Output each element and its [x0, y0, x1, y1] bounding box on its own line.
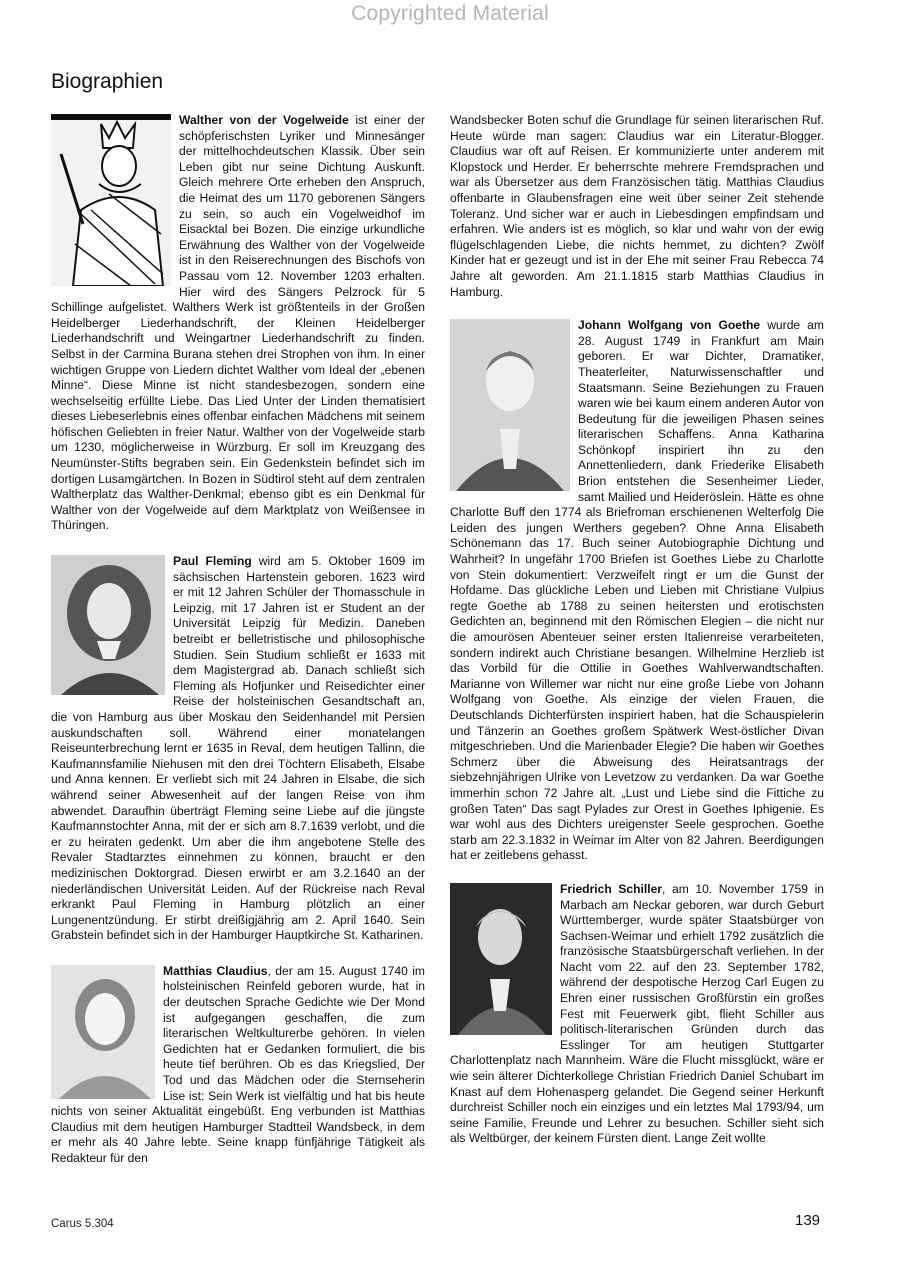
fleming-name: Paul Fleming	[173, 554, 252, 569]
schiller-text: , am 10. November 1759 in Marbach am Neckar geboren, war durch Geburt Württemberger, wurde später Staatsbürger von Sachsen-Weimar und erhielt 1792 zusätzlich die französische Staatsbürgerschaft verliehen. In der Nacht vom 22. auf den 23. September 1782, während der despotische Herzog Carl Eugen zu Ehren einer russischen Großfürstin ein großes Fest mit Feuerwerk gibt, flieht Schiller aus politisch-literarischen Gründen durch das Esslinger Tor am heutigen Stuttgarter Charlottenplatz nach Mannheim. Wäre die Flucht missglückt, wäre er wie sein älterer Dichterkollege Christian Friedrich Daniel Schubart im Knast auf dem Hohenasperg gelandet. Die Gegend seiner Herkunft durchreist Schiller noch ein einziges und ein letztes Mal 1793/94, um seine Familie, Freunde und Lehrer zu besuchen. Schiller sieht sich als Weltbürger, der keinem Fürsten dient. Lange Zeit wollte	[450, 881, 824, 1146]
vogelweide-text: ist einer der schöpferischsten Lyriker und Minnesänger der mittelhochdeutschen Klassik. Über sein Leben gibt nur seine Dichtung Auskunft. Gleich mehrere Orte erheben den Anspruch, die Heimat des um 1170 geborenen Sängers zu sein, so auch ein Vogelweidhof im Eisacktal bei Bozen. Die einzige urkundliche Erwähnung des Walther von der Vogelweide ist in den Reiserechnungen des Bischofs von Passau vom 12. November 1203 erhalten. Hier wird des Sängers Pelzrock für 5 Schillinge aufgelistet. Walthers Werk ist größtenteils in der Großen Heidelberger Liederhandschrift, der Kleinen Heidelberger Liederhandschrift und Weingartner Liederhandschrift zu finden. Selbst in der Carmina Burana stehen drei Strophen von ihm. In einer wichtigen Gruppe von Liedern dichtet Walther vom Ideal der „ebenen Minne“. Diese Minne ist nicht standesbezogen, sondern eine wechselseitig erfüllte Liebe. Das Lied Unter der Linden thematisiert dieses Liebeserlebnis eines offenbar einfachen Mädchens mit seinem höfischen Geliebten in freier Natur. Walther von der Vogelweide starb um 1230, möglicherweise in Würzburg. Er soll im Kreuzgang des Neumünster-Stifts begraben sein. Ein Gedenkstein befindet sich im dortigen Lusamgärtchen. In Bozen in Südtirol steht auf dem zentralen Waltherplatz das Walther-Denkmal; ebenso gibt es ein Denkmal für Walther von der Vogelweide auf dem Marktplatz von Weißensee in Thüringen.	[51, 113, 425, 533]
schiller-portrait	[450, 883, 552, 1035]
page-heading: Biographien	[51, 70, 164, 93]
right-column	[450, 113, 824, 1147]
vogelweide-name: Walther von der Vogelweide	[179, 113, 349, 127]
fleming-text: wird am 5. Oktober 1609 im sächsischen Hartenstein geboren. 1623 wird er mit 12 Jahren Schüler der Thomasschule in Leipzig, mit 17 Jahren ist er Student an der Universität Leipzig für Medizin. Daneben betreibt er belletristische und philosophische Studien. Sein Studium schließt er 1633 mit dem Magistergrad ab. Danach schließt sich Fleming als Hofjunker und Reisedichter einer Reise der holsteinischen Gesandtschaft an, die von Hamburg aus über Moskau den Seidenhandel mit Persien auskundschaften soll. Während einer monatelangen Reiseunterbrechung lernt er 1635 in Reval, dem heutigen Tallinn, die Kaufmannsfamilie Niehusen mit den drei Töchtern Elisabeth, Elsabe und Anna kennen. Er verliebt sich mit 24 Jahren in Elsabe, die sich während seiner Abwesenheit auf der langen Reise von ihm abwendet. Daraufhin überträgt Fleming seine Liebe auf die jüngste Kaufmannstochter Anna, mit der er sich am 8.7.1639 verlobt, und die er zu heiraten gedenkt. Um aber die ihm angebotene Stelle des Revaler Stadtarztes einnehmen zu können, braucht er den medizinischen Doktorgrad. Diesen erwirbt er am 3.2.1640 an der niederländischen Universität Leiden. Auf der Rückreise nach Reval erkrankt Paul Fleming in Hamburg plötzlich an einer Lungenentzündung. Er stirbt dreißigjährig am 2. April 1640. Sein Grabstein befindet sich in der Hamburger Hauptkirche St. Katharinen.	[51, 554, 425, 943]
claudius-portrait	[51, 965, 155, 1099]
page-number: 139	[795, 1212, 821, 1229]
entry-goethe	[450, 318, 824, 864]
claudius-continuation	[450, 113, 824, 300]
entry-claudius	[51, 964, 425, 1167]
left-column	[51, 113, 425, 1167]
goethe-portrait	[450, 319, 570, 491]
entry-fleming	[51, 554, 425, 944]
schiller-name: Friedrich Schiller	[560, 881, 663, 896]
claudius-name: Matthias Claudius	[163, 963, 268, 978]
entry-schiller	[450, 882, 824, 1147]
claudius-continuation-text: Wandsbecker Boten schuf die Grundlage für seinen literarischen Ruf. Heute würde man sagen: Claudius war ein Literatur-Blogger. Claudius war oft auf Reisen. Er kommunizierte unter anderem mit Klopstock und Herder. Er beherrschte mehrere Fremdsprachen und war als Übersetzer aus dem Französischen tätig. Matthias Claudius offenbarte in Glaubensfragen eine weit über seiner Zeit stehende Toleranz. Und sicher war er auch in Liebesdingen empfindsam und erfahren. Wie anders ist es möglich, so klar und wahr von der ewig flügelschlagenden Liebe, die nichts hemmet, zu dichten? Zwölf Kinder hat er gezeugt und ist in der Ehe mit seiner Frau Rebecca 74 Jahre alt geworden. Am 21.1.1815 starb Matthias Claudius in Hamburg.	[450, 113, 824, 299]
claudius-text: , der am 15. August 1740 im holsteinischen Reinfeld geboren wurde, hat in der deutschen Sprache Gedichte wie Der Mond ist aufgegangen geschaffen, die zum literarischen Weltkulturerbe gehören. In vielen Gedichten hat er Gedanken formuliert, die bis heute tief berühren. Ob es das Kriegslied, Der Tod und das Mädchen oder die Sternseherin Lise ist: Sein Werk ist vielfältig und hat bis heute nichts von seiner Aktualität eingebüßt. Eng verbunden ist Matthias Claudius mit dem heutigen Hamburger Stadtteil Wandsbeck, in dem er mehr als 40 Jahre lebte. Seine knapp fünfjährige Tätigkeit als Redakteur für den	[51, 963, 425, 1165]
goethe-text: wurde am 28. August 1749 in Frankfurt am Main geboren. Er war Dichter, Dramatiker, Theaterleiter, Naturwissenschaftler und Staatsmann. Seine Beziehungen zu Frauen waren wie bei kaum einem anderen Autor von Bedeutung für die jeweiligen Phasen seines literarischen Schaffens. Anna Katharina Schönkopf inspiriert ihn zu den Annettenliedern, dank Friederike Elisabeth Brion entstehen die Sesenheimer Lieder, samt Mailied und Heideröslein. Hätte es ohne Charlotte Buff den 1774 als Briefroman erschienenen Welterfolg Die Leiden des jungen Werthers gegeben? Ohne Anna Elisabeth Schönemann das 17. Buch seiner Autobiographie Dichtung und Wahrheit? In ungefähr 1700 Briefen ist Goethes Liebe zu Charlotte von Stein dokumentiert: Verzweifelt ringt er um die Gunst der Hofdame. Das glückliche Leben und Lieben mit Christiane Vulpius regte Goethe ab 1788 zu seinen heitersten und erotischsten Gedichten an, beginnend mit den Römischen Elegien – die nicht nur die amourösen Abenteuer seiner ersten Italienreise verarbeiteten, sondern indirekt auch Christiane besangen. Wilhelmine Herzlieb ist das Vorbild für die Ottilie in Goethes Wahlverwandtschaften. Marianne von Willemer war nicht nur eine große Liebe von Johann Wolfgang von Goethe. Als einzige der vielen Frauen, die Deutschlands Dichterfürsten inspiriert haben, hat die Schauspielerin und Tänzerin an Goethes großem Spätwerk West-östlicher Divan mitgeschrieben. Und die Marienbader Elegie? Die haben wir Goethes Schmerz über die Abweisung des Heiratsantrags der siebzehnjährigen Ulrike von Levetzow zu verdanken. Da war Goethe immerhin schon 72 Jahre alt. „Lust und Liebe sind die Fittiche zu großen Taten“ Das sagt Pylades zur Orest in Goethes Iphigenie. Es war wohl aus des Dichters ureigenster Seele gesprochen. Goethe starb am 22.3.1832 in Weimar im Alter von 82 Jahren. Beerdigungen hat er zeitlebens gehasst.	[450, 318, 824, 863]
entry-vogelweide	[51, 113, 425, 534]
publisher-footer: Carus 5.304	[51, 1218, 114, 1230]
fleming-portrait	[51, 555, 165, 695]
vogelweide-portrait	[51, 114, 171, 286]
goethe-name: Johann Wolfgang von Goethe	[578, 318, 761, 333]
copyright-watermark: Copyrighted Material	[351, 2, 549, 25]
